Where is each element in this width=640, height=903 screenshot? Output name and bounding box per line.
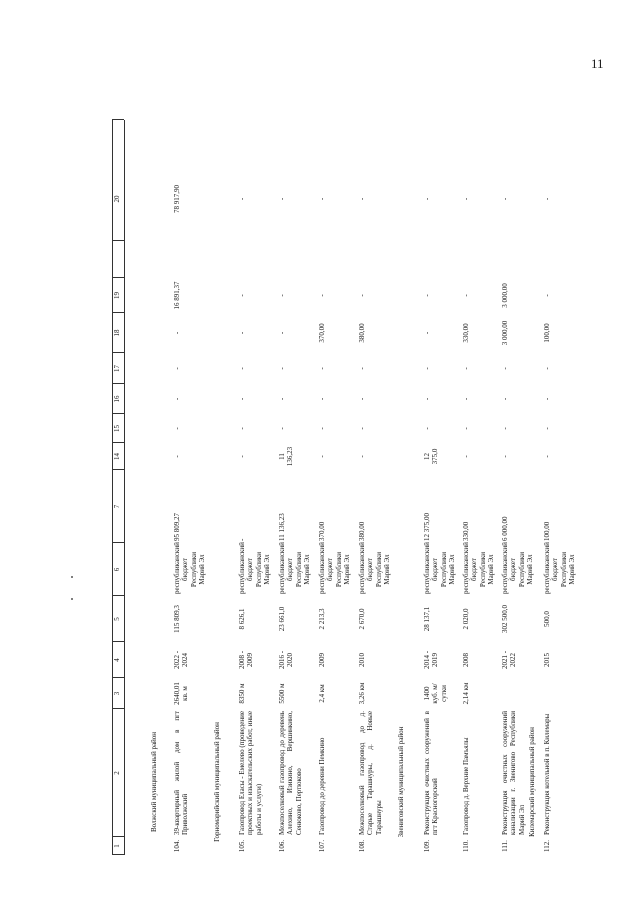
- column-separator: [112, 708, 124, 709]
- table-cell: 2015: [543, 653, 551, 667]
- column-number: 2: [113, 771, 121, 775]
- table-cell: -: [358, 294, 366, 297]
- table-cell: -: [501, 397, 509, 401]
- table-cell: 100,00: [543, 323, 551, 343]
- table-cell: 3 000,00: [501, 283, 509, 308]
- table-cell: -: [501, 455, 509, 458]
- table-cell: 302 500,0: [501, 605, 509, 633]
- column-separator: [112, 119, 124, 120]
- table-cell: -: [238, 455, 246, 458]
- table-cell: -: [238, 294, 246, 297]
- table-cell: -: [501, 367, 509, 370]
- table-cell: -: [543, 197, 551, 201]
- column-separator: [112, 641, 124, 642]
- column-number: 17: [113, 365, 121, 372]
- table-cell: 370,00: [318, 323, 326, 343]
- table-cell: 12 375,00: [423, 513, 431, 541]
- table-cell: республиканский бюджет Республики Марий Эл: [318, 542, 351, 594]
- table-cell: 3,26 км: [358, 682, 366, 705]
- page-number: 11: [591, 56, 604, 71]
- table-cell: 2022 - 2024: [173, 650, 190, 670]
- table-cell: -: [318, 197, 326, 201]
- table-cell: -: [423, 427, 431, 430]
- table-cell: 16 891,37: [173, 281, 181, 310]
- table-cell: 2 213,3: [318, 608, 326, 630]
- table-cell: 2009: [318, 653, 326, 667]
- section-heading: Горномарийский муниципальный район: [213, 722, 221, 842]
- column-number: 7: [113, 504, 121, 509]
- table-cell: -: [238, 331, 246, 335]
- table-cell: -: [238, 538, 246, 541]
- section-heading: Килемарский муниципальный район: [528, 727, 536, 837]
- table-cell: -: [501, 197, 509, 201]
- table-cell: -: [462, 455, 470, 458]
- table-cell: -: [462, 427, 470, 430]
- table-cell: 105.: [238, 839, 246, 853]
- table-cell: 330,00: [462, 521, 470, 541]
- table-cell: -: [543, 455, 551, 458]
- table-cell: -: [543, 427, 551, 430]
- column-number: 18: [113, 329, 121, 337]
- table-cell: -: [358, 397, 366, 401]
- table-cell: 5500 м: [278, 683, 286, 704]
- table-cell: -: [358, 197, 366, 201]
- table-cell: республиканский бюджет Республики Марий Эл: [358, 542, 391, 594]
- table-cell: республиканский бюджет Республики Марий Эл: [423, 542, 456, 594]
- column-separator: [112, 542, 124, 543]
- table-cell: 2640,01 кв. м: [173, 682, 190, 705]
- column-number: 14: [113, 453, 121, 460]
- table-cell: -: [278, 331, 286, 335]
- table-cell: 2010: [358, 653, 366, 667]
- column-separator: [112, 595, 124, 596]
- table-cell: 330,00: [462, 323, 470, 343]
- table-cell: -: [318, 367, 326, 370]
- section-heading: Волжский муниципальный район: [150, 731, 158, 833]
- table-cell: 1400 куб. м/сутки: [423, 683, 448, 704]
- table-cell: Межпоселковый газопровод до д. Старые Тарашнуры, д. Новые Тарашнуры: [358, 711, 383, 835]
- table-cell: 8 626,1: [238, 608, 246, 630]
- scan-speck: [71, 598, 73, 600]
- table-cell: республиканский бюджет Республики Марий Эл: [501, 542, 534, 594]
- section-heading: Звениговский муниципальный район: [397, 726, 405, 838]
- table-cell: 3 000,00: [501, 320, 509, 346]
- table-cell: -: [358, 455, 366, 458]
- table-cell: Газопровод Еласы - Емелево (проведение проектных и изыскательских работ, иные работы и услуги): [238, 711, 263, 835]
- table-cell: 23 661,0: [278, 606, 286, 632]
- table-cell: 108.: [358, 839, 366, 853]
- table-cell: 107.: [318, 839, 326, 853]
- table-cell: -: [423, 397, 431, 401]
- table-cell: -: [318, 397, 326, 401]
- table-cell: -: [173, 427, 181, 430]
- table-cell: Газопровод до деревни Пемкино: [318, 737, 326, 835]
- table-cell: -: [543, 367, 551, 370]
- table-cell: Газопровод д. Верхние Памъялы: [462, 737, 470, 835]
- column-separator: [112, 383, 124, 384]
- table-cell: 111.: [501, 840, 509, 852]
- column-separator: [112, 836, 124, 837]
- table-cell: -: [278, 294, 286, 297]
- table-cell: -: [318, 427, 326, 430]
- table-cell: -: [423, 367, 431, 370]
- column-separator: [112, 352, 124, 353]
- table-cell: -: [238, 427, 246, 430]
- column-number: 6: [113, 567, 121, 572]
- table-cell: республиканский бюджет Республики Марий Эл: [173, 542, 206, 594]
- table-cell: 2,14 км: [462, 682, 470, 705]
- table-cell: -: [423, 331, 431, 335]
- column-number: 3: [113, 691, 121, 696]
- table-cell: -: [278, 367, 286, 370]
- scan-speck: [71, 576, 73, 578]
- table-cell: 2008 - 2009: [238, 650, 255, 670]
- table-cell: -: [278, 397, 286, 401]
- table-cell: 2021 - 2022: [501, 650, 518, 670]
- header-rule: [124, 120, 125, 855]
- column-separator: [112, 277, 124, 278]
- table-cell: 11 136,23: [278, 513, 286, 541]
- column-number: 4: [113, 658, 121, 662]
- table-cell: 115 809,3: [173, 605, 181, 633]
- column-number: 20: [113, 195, 121, 203]
- table-cell: -: [173, 367, 181, 370]
- table-cell: 109.: [423, 839, 431, 853]
- header-rule: [112, 120, 113, 855]
- table-cell: -: [462, 367, 470, 370]
- column-separator: [112, 854, 124, 855]
- table-cell: -: [173, 455, 181, 458]
- column-number: 16: [113, 395, 121, 403]
- table-cell: 2,4 км: [318, 684, 326, 703]
- table-cell: 39-квартирный жилой дом в пгт Приволжский: [173, 711, 190, 835]
- table-cell: -: [423, 294, 431, 297]
- table-cell: 11 136,23: [278, 446, 295, 467]
- table-cell: -: [543, 294, 551, 297]
- table-cell: -: [462, 397, 470, 401]
- column-separator: [112, 413, 124, 414]
- table-cell: -: [318, 294, 326, 297]
- table-cell: -: [501, 427, 509, 430]
- rotated-table: [112, 120, 576, 855]
- table-cell: Реконструкция очистных сооружений канализации г. Звенигово Республики Марий Эл: [501, 711, 526, 835]
- column-number: 15: [113, 425, 121, 432]
- table-cell: 12 375,0: [423, 448, 440, 465]
- column-separator: [112, 442, 124, 443]
- table-cell: -: [238, 197, 246, 201]
- table-cell: -: [238, 367, 246, 370]
- table-cell: 380,00: [358, 323, 366, 343]
- table-cell: -: [423, 197, 431, 201]
- table-cell: 2 020,0: [462, 608, 470, 630]
- column-separator: [112, 240, 124, 241]
- table-cell: 2016 - 2020: [278, 650, 295, 670]
- table-cell: республиканский бюджет Республики Марий Эл: [543, 542, 576, 594]
- column-number: 1: [113, 844, 121, 848]
- table-cell: -: [543, 397, 551, 401]
- table-cell: 380,00: [358, 521, 366, 541]
- table-cell: Межпоселковый газопровод до деревень Алехино, Изикино, Вершинкино, Сенюково, Пертюково: [278, 711, 303, 835]
- column-number: 19: [113, 292, 121, 299]
- table-cell: 2014 - 2019: [423, 650, 440, 670]
- table-cell: -: [358, 427, 366, 430]
- table-cell: республиканский бюджет Республики Марий Эл: [238, 542, 271, 594]
- table-cell: -: [318, 455, 326, 458]
- table-cell: 8350 м: [238, 683, 246, 704]
- table-cell: -: [278, 427, 286, 430]
- table-cell: -: [462, 294, 470, 297]
- table-cell: -: [278, 197, 286, 201]
- table-cell: 106.: [278, 839, 286, 853]
- table-cell: -: [462, 197, 470, 201]
- table-cell: 500,0: [543, 611, 551, 627]
- column-number: 5: [113, 617, 121, 621]
- table-cell: 28 137,1: [423, 606, 431, 632]
- table-cell: республиканский бюджет Республики Марий Эл: [278, 542, 311, 594]
- table-cell: 110.: [462, 840, 470, 852]
- table-cell: 370,00: [318, 521, 326, 541]
- table-cell: 104.: [173, 839, 181, 853]
- table-cell: -: [173, 397, 181, 401]
- table-cell: Реконструкция котельной в п. Килемары: [543, 713, 551, 835]
- column-separator: [112, 312, 124, 313]
- table-cell: 100,00: [543, 521, 551, 541]
- table-cell: -: [238, 397, 246, 401]
- table-cell: 2008: [462, 653, 470, 667]
- table-cell: республиканский бюджет Республики Марий Эл: [462, 542, 495, 594]
- table-cell: 112.: [543, 840, 551, 852]
- column-separator: [112, 469, 124, 470]
- table-cell: 2 670,0: [358, 608, 366, 630]
- table-cell: 95 809,27: [173, 513, 181, 541]
- table-cell: 78 917,90: [173, 185, 181, 213]
- table-cell: -: [173, 331, 181, 335]
- table-cell: Реконструкция очистных сооружений в пгт Красногорский: [423, 711, 440, 835]
- column-separator: [112, 677, 124, 678]
- table-cell: -: [358, 367, 366, 370]
- table-cell: 6 000,00: [501, 516, 509, 541]
